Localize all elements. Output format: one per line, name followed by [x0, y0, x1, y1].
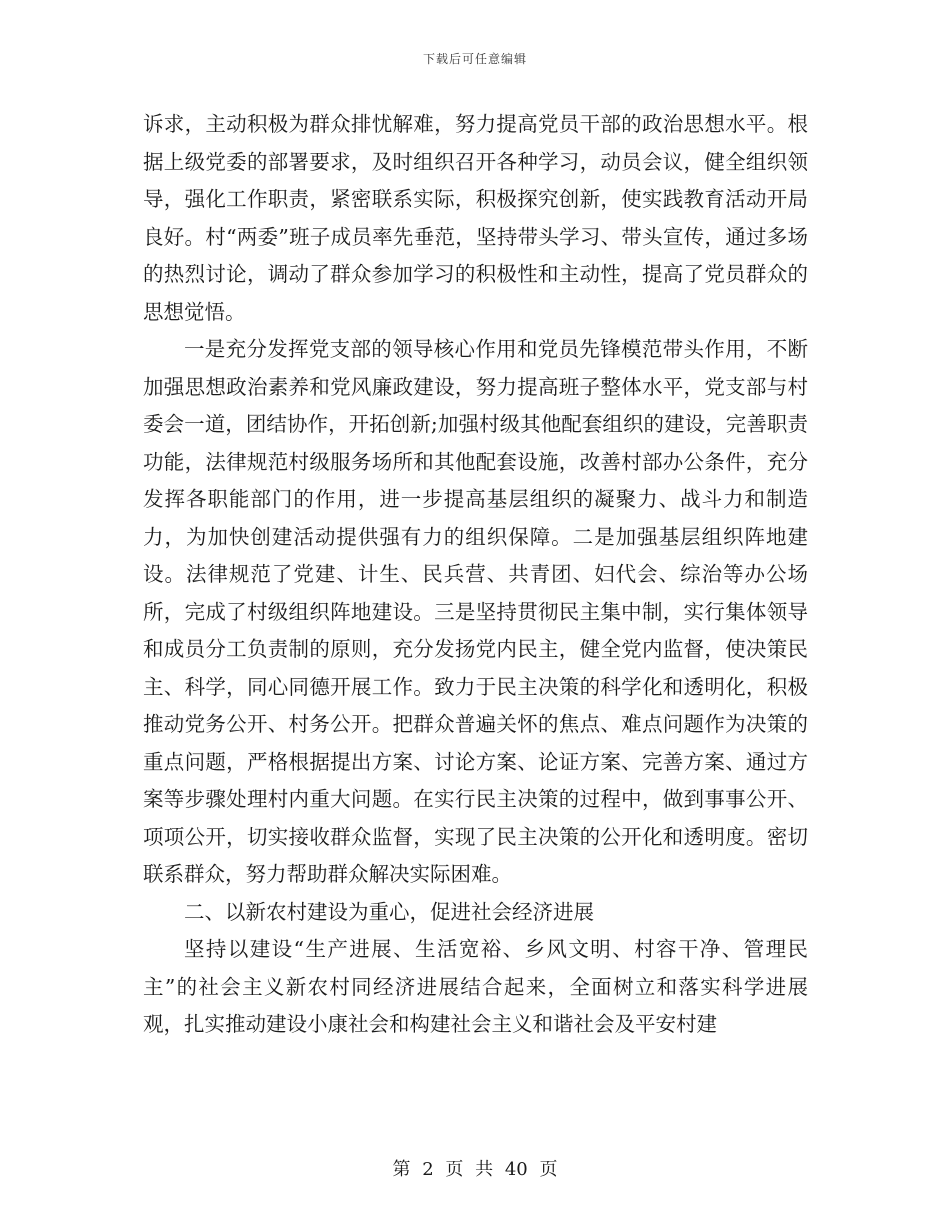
page-number: 第 2 页 共 40 页	[392, 1159, 558, 1180]
document-body	[143, 106, 808, 1044]
page-header-note: 下载后可任意编辑	[422, 52, 527, 66]
paragraph-organization: 一是充分发挥党支部的领导核心作用和党员先锋模范带头作用，不断加强思想政治素养和党风廉政建设，努力提高班子整体水平，党支部与村委会一道，团结协作，开拓创新;加强村级其他配套组织的建设，完善职责功能，法律规范村级服务场所和其他配套设施，改善村部办公条件，充分发挥各职能部门的作用，进一步提高基层组织的凝聚力、战斗力和制造力，为加快创建活动提供强有力的组织保障。二是加强基层组织阵地建设。法律规范了党建、计生、民兵营、共青团、妇代会、综治等办公场所，完成了村级组织阵地建设。三是坚持贯彻民主集中制，实行集体领导和成员分工负责制的原则，充分发扬党内民主，健全党内监督，使决策民主、科学，同心同德开展工作。致力于民主决策的科学化和透明化，积极推动党务公开、村务公开。把群众普遍关怀的焦点、难点问题作为决策的重点问题，严格根据提出方案、讨论方案、论证方案、完善方案、通过方案等步骤处理村内重大问题。在实行民主决策的过程中，做到事事公开、项项公开，切实接收群众监督，实现了民主决策的公开化和透明度。密切联系群众，努力帮助群众解决实际困难。	[143, 337, 808, 886]
paragraph-continuation: 诉求，主动积极为群众排忧解难，努力提高党员干部的政治思想水平。根据上级党委的部署要求，及时组织召开各种学习，动员会议，健全组织领导，强化工作职责，紧密联系实际，积极探究创新，使实践教育活动开局良好。村“两委”班子成员率先垂范，坚持带头学习、带头宣传，通过多场的热烈讨论，调动了群众参加学习的积极性和主动性，提高了党员群众的思想觉悟。	[143, 112, 808, 324]
section-heading: 二、以新农村建设为重心，促进社会经济进展	[184, 899, 594, 924]
paragraph-new-countryside: 坚持以建设“生产进展、生活宽裕、乡风文明、村容干净、管理民主”的社会主义新农村同经济进展结合起来，全面树立和落实科学进展观，扎实推动建设小康社会和构建社会主义和谐社会及平安村建	[143, 937, 808, 1036]
